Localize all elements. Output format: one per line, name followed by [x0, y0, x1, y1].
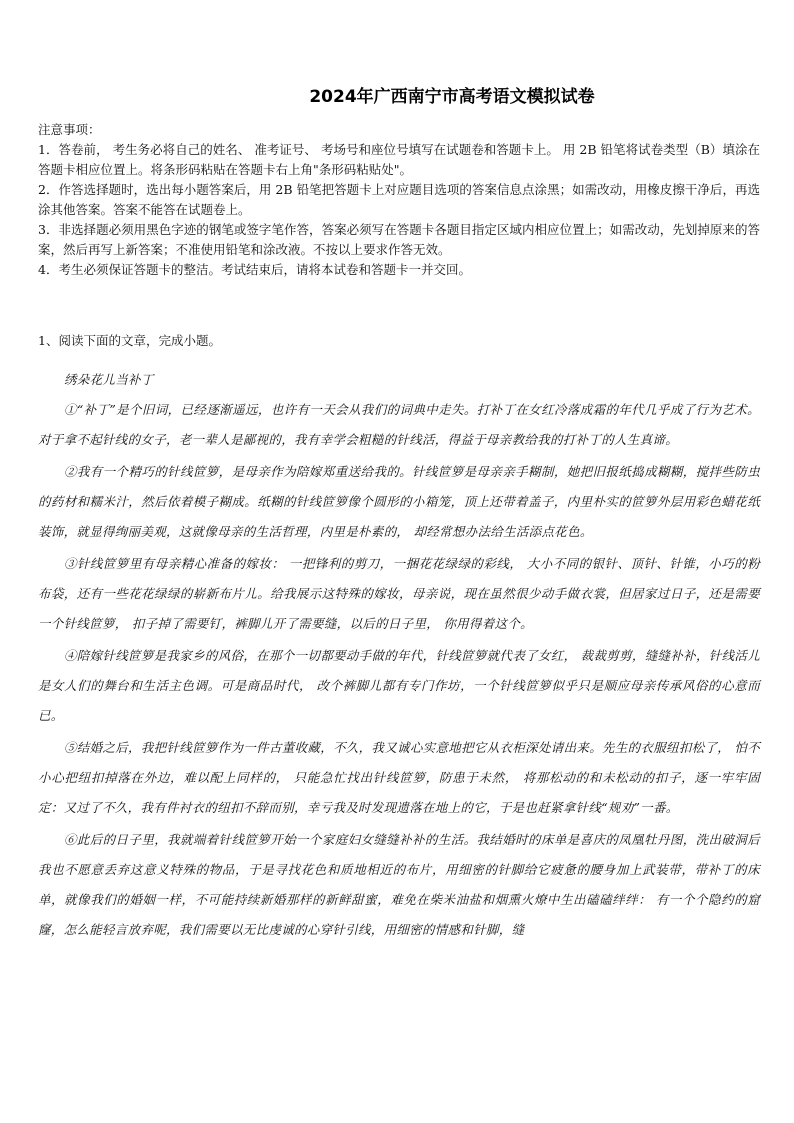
notice-item-4: 4．考生必须保证答题卡的整洁。考试结束后，请将本试卷和答题卡一并交回。 [38, 262, 471, 277]
document-title: 2024年广西南宁市高考语文模拟试卷 [309, 87, 595, 107]
article-body [38, 365, 760, 947]
article-paragraph-1: ①“补丁”是个旧词，已经逐渐遥远，也许有一天会从我们的词典中走失。打补丁在女红冷落成霜的年代几乎成了行为艺术。对于拿不起针线的女子，老一辈人是鄙视的，我有幸学会粗糙的针线活，得益于母亲教给我的打补丁的人生真谛。 [38, 402, 760, 447]
article-paragraph-3: ③针线笸箩里有母亲精心准备的嫁妆： 一把锋利的剪刀，一捆花花绿绿的彩线， 大小不同的银针、顶针、针锥，小巧的粉布袋，还有一些花花绿绿的崭新布片儿。给我展示这特殊的嫁妆，母亲说，现在虽然很少动手做衣裳，但居家过日子，还是需要一个针线笸箩， 扣子掉了需要钉，裤脚儿开了需要缝，以后的日子里， 你用得着这个。 [38, 556, 760, 631]
notice-item-1: 1．答卷前， 考生务必将自己的姓名、 准考证号、 考场号和座位号填写在试题卷和答题卡上。 用 2B 铅笔将试卷类型（B）填涂在答题卡相应位置上。将条形码粘贴在答题卡右上角"条形码粘贴处"。 [38, 142, 760, 177]
notice-item-2: 2．作答选择题时，选出每小题答案后，用 2B 铅笔把答题卡上对应题目选项的答案信息点涂黑；如需改动，用橡皮擦干净后，再选涂其他答案。答案不能答在试题卷上。 [38, 182, 760, 217]
question-prompt: 1、阅读下面的文章，完成小题。 [38, 333, 221, 348]
notice-heading: 注意事项： [38, 122, 101, 137]
article-paragraph-5: ⑤结婚之后，我把针线笸箩作为一件古董收藏，不久，我又诚心实意地把它从衣柜深处请出来。先生的衣服纽扣松了， 怕不小心把纽扣掉落在外边，难以配上同样的， 只能急忙找出针线笸箩，防患于未然， 将那松动的和未松动的扣子，逐一牢牢固定：又过了不久，我有件衬衣的纽扣不辞而别，幸亏我及时发现遗落在地上的它，于是也赶紧拿针线“规劝”一番。 [38, 740, 760, 815]
article-paragraph-6: ⑥此后的日子里，我就端着针线笸箩开始一个家庭妇女缝缝补补的生活。我结婚时的床单是喜庆的凤凰牡丹图，洗出破洞后我也不愿意丢弃这意义特殊的物品，于是寻找花色和质地相近的布片，用细密的针脚给它疲惫的腰身加上武装带，带补丁的床单，就像我们的婚姻一样，不可能持续新婚那样的新鲜甜蜜，难免在柴米油盐和烟熏火燎中生出磕磕绊绊： 有一个个隐约的窟窿，怎么能轻言放弃呢，我们需要以无比虔诚的心穿针引线，用细密的情感和针脚，缝 [38, 832, 760, 937]
article-paragraph-2: ②我有一个精巧的针线笸箩，是母亲作为陪嫁郑重送给我的。针线笸箩是母亲亲手糊制，她把旧报纸捣成糊糊，搅拌些防虫的药材和糯米汁，然后依着模子糊成。纸糊的针线笸箩像个圆形的小箱笼，顶上还带着盖子，内里朴实的笸箩外层用彩色蜡花纸装饰，就显得绚丽美观，这就像母亲的生活哲理，内里是朴素的， 却经常想办法给生活添点花色。 [38, 464, 760, 539]
article-paragraph-4: ④陪嫁针线笸箩是我家乡的风俗，在那个一切都要动手做的年代，针线笸箩就代表了女红， 裁裁剪剪，缝缝补补，针线活儿是女人们的舞台和生活主色调。可是商品时代， 改个裤脚儿都有专门作坊，一个针线笸箩似乎只是顺应母亲传承风俗的心意而已。 [38, 648, 760, 723]
notice-item-3: 3．非选择题必须用黑色字迹的钢笔或签字笔作答，答案必须写在答题卡各题目指定区域内相应位置上；如需改动，先划掉原来的答案，然后再写上新答案；不准使用铅笔和涂改液。不按以上要求作答无效。 [38, 222, 760, 257]
exam-notice [38, 120, 760, 280]
article-subtitle: 绣朵花儿当补丁 [64, 372, 154, 387]
